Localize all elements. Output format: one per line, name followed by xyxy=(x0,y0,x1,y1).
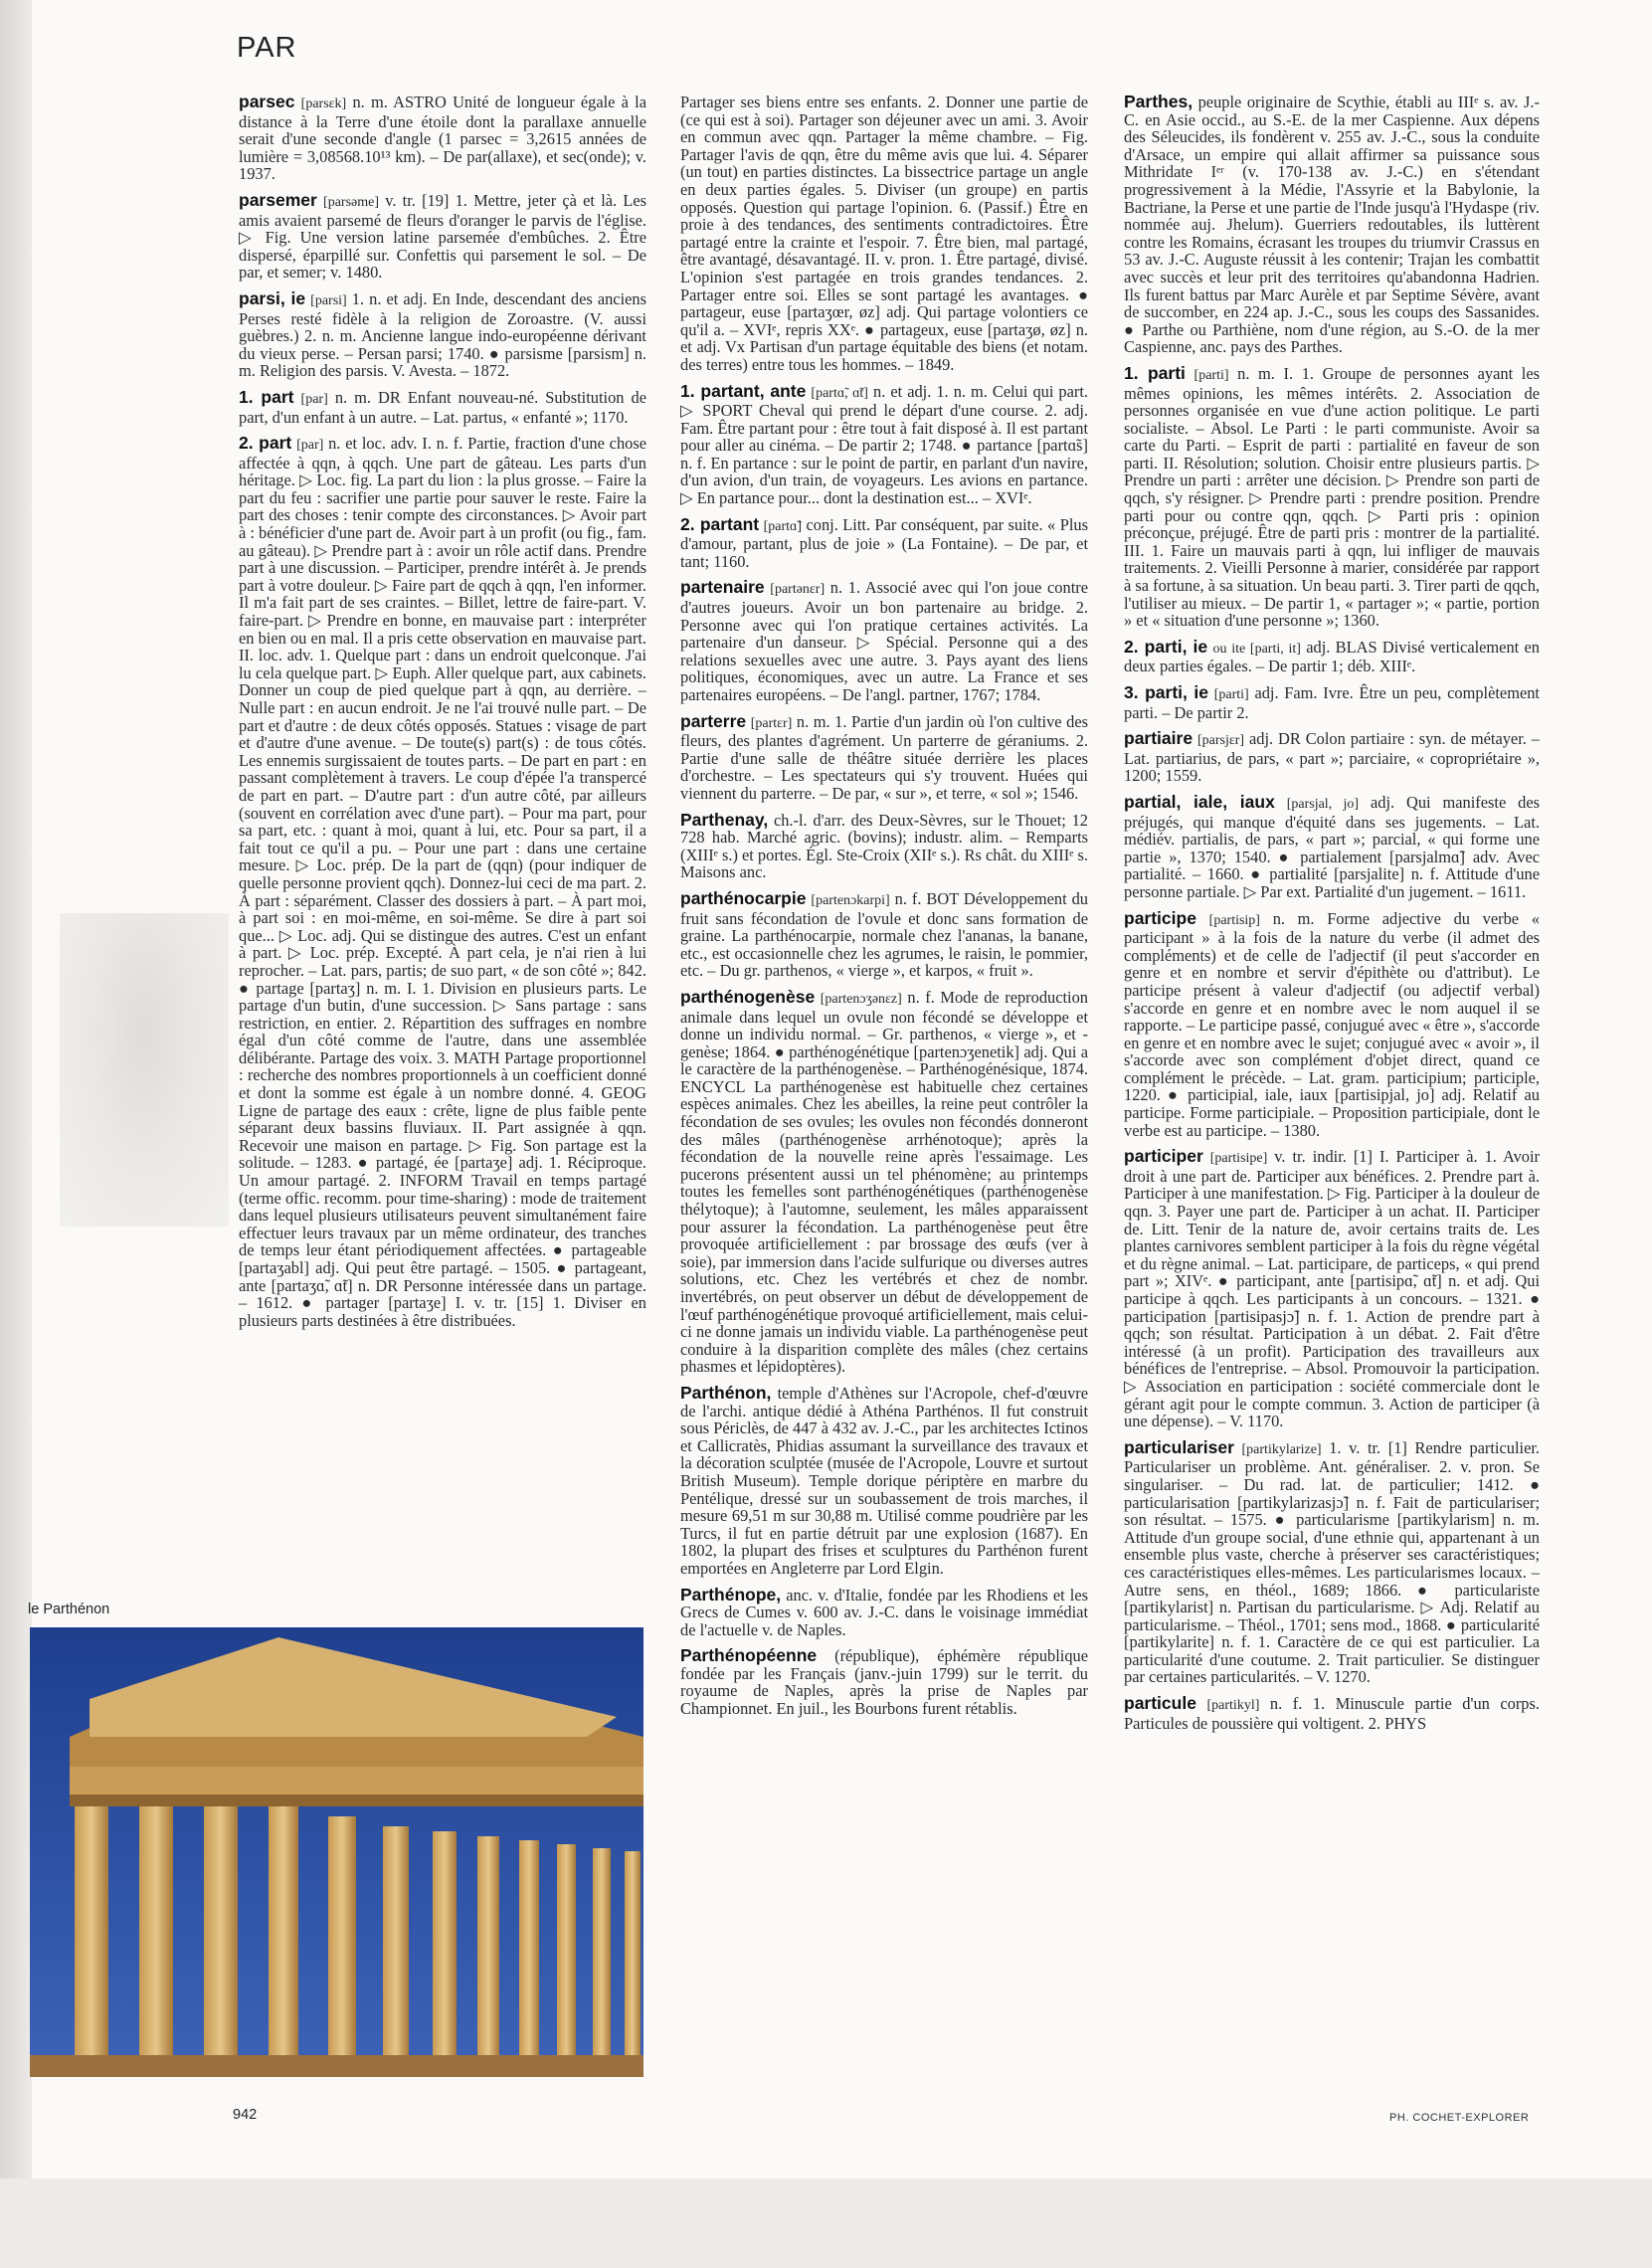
entry-phonetic: [partenɔkarpi] xyxy=(811,892,890,908)
entry-definition: n. 1. Associé avec qui l'on joue contre d'autres joueurs. Avoir un bon partenaire au bridge. 2. Personne avec qui l'on pratique certaines activités. La partenaire d'un danseur. ▷ Spécial. Personne qui a des relations sexuelles avec une autre. 3. Pays ayant des liens politiques, économiques, avec un autre. La France et ses partenaires européens. – De l'angl. partner, 1767; 1784. xyxy=(680,578,1088,704)
entry-headword: 1. part xyxy=(239,386,294,407)
dictionary-entry xyxy=(680,1382,1088,1578)
entry-phonetic: [par] xyxy=(296,438,324,454)
entry-definition: n. et loc. adv. I. n. f. Partie, fraction d'une chose affectée à qqn, à qqch. Une part de gâteau. Les parts d'un héritage. ▷ Loc. fig. La part du lion : la plus grosse. – Faire la part du feu : sacrifier une partie pour sauver le reste. Faire la part des choses : tenir compte des circonstances. ▷ Avoir part à : bénéficier d'une part de. Avoir part à un profit (ou fig., fam. au gâteau). ▷ Prendre part à : avoir un rôle actif dans. Prendre part à une discussion. – Participer, prendre intérêt à. Je prends part à votre douleur. ▷ Faire part de qqch à qqn, l'en informer. Il m'a fait part de ses craintes. – Billet, lettre de faire-part. V. faire-part. ▷ Prendre en bonne, en mauvaise part : interpréter en bien ou en mal. Il a pris cette observation en mauvaise part. II. loc. adv. 1. Quelque part : dans un endroit quelconque. J'ai lu cela quelque part. ▷ Euph. Aller quelque part, aux cabinets. Donner un coup de pied quelque part à qqn, au derrière. – Nulle part : en aucun endroit. Je ne l'ai trouvé nulle part. – De part et d'autre : de deux côtés opposés. Statues : visage de part et d'autre d'une avenue. – De toute(s) part(s) : de tous côtés. Les ennemis surgissaient de toutes parts. – De part en part : en passant complètement à travers. Le coup d'épée l'a transpercé de part en part. – D'autre part : d'un autre côté, par ailleurs (souvent en corrélation avec d'une part). – Pour ma part, pour sa part, etc. : quant à moi, quant à lui, etc. Pour sa part, il a fait tout ce qu'il a pu. – Pour une part : dans une certaine mesure. ▷ Loc. prép. De la part de (qqn) (pour indiquer de quelle personne provient qqch). Donnez-lui ceci de ma part. 2. À part : séparément. Classer des dossiers à part. – À part moi, à part soi : en moi-même, en soi-même. Se dire à part soi que... ▷ Loc. adj. Qui se distingue des autres. C'est un enfant à part. ▷ Loc. prép. Excepté. À part cela, je n'ai rien à lui reprocher. – Lat. pars, partis; de suo part, « de son côté »; 842. ● partage [partaʒ] n. m. I. 1. Division en plusieurs parts. Le partage d'un butin, d'une succession. ▷ Sans partage : sans restriction, en entier. 2. Répartition des suffrages en nombre égal d'un côté comme de l'autre, dans une assemblée délibérante. Partage des voix. 3. MATH Partage proportionnel : recherche des nombres proportionnels à un coefficient donné et dont la somme est égale à un nombre donné. 4. GEOG Ligne de partage des eaux : crête, ligne de plus faible pente séparant deux bassins fluviaux. II. Part assignée à qqn. Recevoir une maison en partage. ▷ Fig. Son partage est la solitude. – 1283. ● partagé, ée [partaʒe] adj. 1. Réciproque. Un amour partagé. 2. INFORM Travail en temps partagé (terme offic. recomm. pour time-sharing) : mode de traitement dans lequel plusieurs utilisateurs peuvent simultanément faire effectuer leurs travaux par un même ordinateur, des tranches de temps leur étant périodiquement affectées. ● partageable [partaʒabl] adj. Qui peut être partagé. – 1505. ● partageant, ante [partaʒɑ̃, ɑ̃t] n. DR Personne intéressée dans un partage. – 1612. ● partager [partaʒe] I. v. tr. [15] 1. Diviser en plusieurs parts destinées à être distribuées. xyxy=(239,434,646,1330)
page-number: 942 xyxy=(233,2107,258,2123)
entry-headword: 1. parti xyxy=(1124,362,1186,383)
entry-phonetic: [parsjal, jo] xyxy=(1286,796,1360,812)
dictionary-entry xyxy=(680,579,1088,703)
entry-definition: adj. Qui manifeste des préjugés, qui manque d'équité dans ses jugements. – Lat. médiév. partialis, de pars, « part »; parcial, « qui forme une partie », 1370; 1540. ● partialement [parsjalmɑ̃] adv. Avec partialité. – 1660. ● partialité [parsjalite] n. f. Attitude d'une personne partiale. ▷ Par ext. Partialité d'un jugement. – 1611. xyxy=(1124,792,1540,901)
entry-headword: partial, iale, iaux xyxy=(1124,791,1275,812)
dictionary-entry xyxy=(680,887,1088,981)
dictionary-entry xyxy=(1124,907,1540,1140)
entry-definition: (république), éphémère république fondée par les Français (janv.-juin 1799) sur le territ. du royaume de Naples, après la prise de Naples par Championnet. En juil., les Bourbons furent rétablis. xyxy=(680,1646,1088,1719)
dictionary-entry xyxy=(239,94,646,183)
dictionary-entry xyxy=(680,1647,1088,1717)
dictionary-entry xyxy=(680,986,1088,1377)
entry-phonetic: [parti] xyxy=(1213,687,1249,702)
entry-phonetic: [parsi] xyxy=(310,292,347,308)
entry-phonetic: [par] xyxy=(300,391,328,407)
entry-definition: Partager ses biens entre ses enfants. 2. Donner une partie de (ce qui est à soi). Partager son déjeuner avec un ami. 3. Avoir en commun avec qqn. Partager la même chambre. – Fig. Partager l'avis de qqn, être du même avis que lui. 4. Séparer (un tout) en parties distinctes. La bissectrice partage un angle en deux parties égales. 5. Diviser (un groupe) en partis opposés. Question qui partage l'opinion. 6. (Passif.) Être en proie à des tendances, des sentiments contradictoires. Être partagé entre la crainte et l'espoir. 7. Être bien, mal partagé, être avantagé, désavantagé. II. v. pron. 1. Être partagé, divisé. L'opinion s'est partagée en trois grandes tendances. 2. Partager entre soi. Elles se sont partagé les avantages. ● partageur, euse [partaʒœr, øz] adj. Qui partage volontiers ce qu'il a. – XVIᵉ, repris XXᵉ. ● partageux, euse [partaʒø, øz] n. et adj. Vx Partisan d'un partage équitable des biens (et notam. des terres) entre tous les hommes. – 1849. xyxy=(680,93,1088,374)
dictionary-entry xyxy=(1124,1436,1540,1687)
entry-phonetic: [partɑ̃] xyxy=(763,518,803,534)
entry-headword: parsemer xyxy=(239,189,317,210)
entry-phonetic: [parsəme] xyxy=(323,194,379,210)
entry-definition: n. f. 1. Minuscule partie d'un corps. Particules de poussière qui voltigent. 2. PHYS xyxy=(1124,1694,1540,1733)
entry-headword: 2. partant xyxy=(680,513,760,534)
entry-definition: v. tr. [19] 1. Mettre, jeter çà et là. Les amis avaient parsemé de fleurs d'oranger le parvis de l'église. ▷ Fig. Une version latine parsemée d'embûches. 2. Être dispersé, éparpillé sur. Confettis qui parsement le sol. – De par, et semer; v. 1480. xyxy=(239,190,646,283)
entry-definition: v. tr. indir. [1] I. Participer à. 1. Avoir droit à une part de. Participer aux bénéfices. 2. Prendre part à. Participer à une manifestation. ▷ Fig. Participer à la douleur de qqn. 3. Payer une part de. Participer à un achat. II. Participer de. Litt. Tenir de la nature de, avoir certains traits de. Les plantes carnivores semblent participer à la fois du règne végétal et du règne animal. – Lat. participare, de particeps, « qui prend part »; XIVᵉ. ● participant, ante [partisipɑ̃, ɑ̃t] n. et adj. Qui participe à qqch. Les participants à un concours. – 1321. ● participation [partisipasjɔ̃] n. f. 1. Action de prendre part à qqch; son résultat. Participation à un débat. 2. Fait d'être intéressé (à un profit). Participation des travailleurs aux bénéfices de l'entreprise. – Absol. Promouvoir la participation. ▷ Association en participation : société commerciale dont le gérant agit pour le compte commun. 3. Action de participer (à une dépense). – V. 1170. xyxy=(1124,1147,1540,1431)
entry-headword: parsi, ie xyxy=(239,287,306,308)
entry-phonetic: [partɛr] xyxy=(750,715,793,731)
entry-phonetic: [partɑ̃, ɑ̃t] xyxy=(811,385,868,401)
entry-headword: parthénocarpie xyxy=(680,887,807,908)
entry-definition: n. m. DR Enfant nouveau-né. Substitution de part, d'un enfant à un autre. – Lat. partus, « enfanté »; 1170. xyxy=(239,387,646,427)
dictionary-entry xyxy=(1124,684,1540,721)
entry-headword: particulariser xyxy=(1124,1436,1234,1457)
column-1 xyxy=(239,94,646,1338)
entry-definition: adj. DR Colon partiaire : syn. de métayer. – Lat. partiarius, de pars, « part »; parciaire, « copropriétaire », 1200; 1559. xyxy=(1124,729,1540,786)
entry-definition: 1. v. tr. [1] Rendre particulier. Particulariser un problème. Ant. généraliser. 2. v. pron. Se singulariser. – Du rad. lat. de particulier; 1412. ● particularisation [partikylarizasjɔ̃] n. f. Fait de particulariser; son résultat. – 1575. ● particularisme [partikylarism] n. m. Attitude d'un groupe social, d'une ethnie qui, appartenant à un ensemble plus vaste, cherche à préserver ses caractéristiques; ces caractéristiques elles-mêmes. Les particularismes locaux. – Autre sens, en théol., 1689; 1866. ● particulariste [partikylarist] n. Partisan du particularisme. ▷ Adj. Relatif au particularisme. – Théol., 1701; sens mod., 1868. ● particularité [partikylarite] n. f. 1. Caractère de ce qui est particulier. La particularité d'une coutume. 2. Trait particulier. Se distinguer par certaines particularités. – V. 1270. xyxy=(1124,1437,1540,1687)
entry-headword: participer xyxy=(1124,1146,1203,1167)
dictionary-entry xyxy=(680,380,1088,508)
entry-definition: conj. Litt. Par conséquent, par suite. « Plus d'amour, partant, plus de joie » (La Fontaine). – De par, et tant; 1160. xyxy=(680,514,1088,571)
dictionary-entry xyxy=(239,287,646,381)
entry-phonetic: [partikylarize] xyxy=(1241,1441,1322,1457)
entry-phonetic: [partisipe] xyxy=(1209,1151,1268,1167)
column-2 xyxy=(680,94,1088,1727)
entry-headword: Parthénon, xyxy=(680,1382,772,1403)
entry-phonetic: [parsjɛr] xyxy=(1196,733,1245,749)
dictionary-entry xyxy=(680,809,1088,882)
parthenon-photo xyxy=(30,1627,643,2077)
entry-definition: 1. n. et adj. En Inde, descendant des anciens Perses resté fidèle à la religion de Zoroastre. (V. aussi guèbres.) 2. n. m. Ancienne langue indo-européenne dérivant du vieux perse. – Persan parsi; 1740. ● parsisme [parsism] n. m. Religion des parsis. V. Avesta. – 1872. xyxy=(239,288,646,381)
entry-headword: partenaire xyxy=(680,577,765,598)
entry-headword: 3. parti, ie xyxy=(1124,682,1208,702)
dictionary-entry xyxy=(680,1584,1088,1639)
entry-headword: Parthénope, xyxy=(680,1584,782,1605)
entry-headword: 2. parti, ie xyxy=(1124,636,1208,657)
entry-headword: Parthes, xyxy=(1124,92,1193,111)
entry-phonetic: [partənɛr] xyxy=(770,582,826,598)
dictionary-entry xyxy=(680,710,1088,803)
entry-phonetic: [parsɛk] xyxy=(300,96,347,111)
dictionary-entry xyxy=(1124,636,1540,676)
entry-phonetic: ou ite [parti, it] xyxy=(1212,641,1301,657)
dictionary-entry xyxy=(1124,1148,1540,1430)
dictionary-entry xyxy=(680,94,1088,374)
dictionary-entry xyxy=(1124,730,1540,785)
entry-headword: parsec xyxy=(239,92,295,111)
entry-headword: Parthénopéenne xyxy=(680,1645,818,1666)
entry-definition: n. m. Forme adjective du verbe « participant » à la fois de la nature du verbe (il admet des compléments) et de celle de l'adjectif (il peut s'accorder en genre et en nombre et servir d'épithète ou d'attribut). Le participe présent à valeur d'adjectif (ou adjectif verbal) s'accorde en genre et en nombre avec le nom auquel il se rapporte. – Le participe passé, conjugué avec « être », s'accorde en genre et en nombre avec le sujet; conjugué avec « avoir », il s'accorde avec son complément d'objet direct, quand ce complément le précède. – Lat. gram. participium; participle, 1220. ● participial, iale, iaux [partisipjal, jo] adj. Relatif au participe. Forme participiale. – Proposition participiale, dont le verbe est au participe. – 1380. xyxy=(1124,908,1540,1140)
scan-margin xyxy=(0,0,32,2268)
entry-definition: n. et adj. 1. n. m. Celui qui part. ▷ SPORT Cheval qui prend le départ d'une course. 2. adj. Fam. Être partant pour : être tout à fait disposé à. Il est partant pour aller au cinéma. – De partir 2; 1748. ● partance [partɑ̃s] n. f. En partance : sur le point de partir, en parlant d'un navire, d'un avion, d'un train, de voyageurs. Les avions en partance. ▷ En partance pour... dont la destination est... – XVIᵉ. xyxy=(680,381,1088,508)
dictionary-entry xyxy=(1124,1695,1540,1732)
entry-definition: n. f. Mode de reproduction animale dans lequel un ovule non fécondé se développe et donne un individu normal. – Gr. parthenos, « vierge », et -genèse; 1864. ● parthénogénétique [partenɔʒenetik] adj. Qui a le caractère de la parthénogenèse. – Parthénogénésique, 1874. ENCYCL La parthénogenèse est habituelle chez certaines espèces animales. Chez les abeilles, la reine peut contrôler la fécondation de ses ovules; les ovules non fécondés donneront des mâles (parthénogenèse arrhénotoque); après la fécondation de la nouvelle reine après l'essaimage. Les pucerons présentent aussi un tel phénomène; au printemps toutes les femelles sont parthénogénétiques (parthénogenèse thélytoque); à l'automne, seulement, les mâles apparaissent pour assurer la fécondation. La parthénogenèse peut être provoquée artificiellement : par brossage des œufs (ver à soie), par immersion dans l'acide sulfurique ou diverses autres solutions, etc. Chez les vertébrés et chez de nombr. invertébrés, on peut observer un début de développement de l'œuf parthénogénétique provoqué artificiellement, mais celui-ci ne donne jamais un individu viable. La parthénogenèse peut conduire à la disparition complète des mâles (chez certains phasmes et lépidoptères). xyxy=(680,987,1088,1377)
scan-bottom-margin xyxy=(0,2178,1652,2268)
entry-phonetic: [partisip] xyxy=(1208,912,1260,928)
dictionary-entry xyxy=(1124,791,1540,901)
photo-caption: le Parthénon xyxy=(28,1602,110,1617)
entry-definition: n. m. I. 1. Groupe de personnes ayant les mêmes opinions, les mêmes intérêts. 2. Association de personnes organisée en vue d'une action politique. Le parti socialiste. – Absol. Le Parti : le parti communiste. Avoir sa carte du Parti. – Esprit de parti : partialité en faveur de son parti. II. Résolution; solution. Choisir entre plusieurs partis. ▷ Prendre un parti : arrêter une décision. ▷ Prendre son parti de qqch, s'y résigner. ▷ Prendre parti : prendre position. Prendre parti pour ou contre qqn, qqch. ▷ Parti pris : opinion préconçue, préjugé. Être de parti pris : montrer de la partialité. III. 1. Faire un mauvais parti à qqn, lui infliger de mauvais traitements. 2. Vieilli Personne à marier, considérée par rapport à sa fortune, à sa situation. Un beau parti. 3. Tirer parti de qqch, l'utiliser au mieux. – De partir 1, « partager »; « partie, portion » et « situation d'une personne »; 1360. xyxy=(1124,363,1540,631)
entry-headword: particule xyxy=(1124,1693,1196,1714)
photo-credit: PH. COCHET-EXPLORER xyxy=(1389,2112,1530,2124)
entry-headword: 1. partant, ante xyxy=(680,380,807,401)
dictionary-entry xyxy=(239,435,646,1329)
dictionary-entry xyxy=(1124,94,1540,356)
entry-definition: n. m. ASTRO Unité de longueur égale à la distance à la Terre d'une étoile dont la parallaxe annuelle serait d'une seconde d'angle (1 parsec = 3,2615 années de lumière = 3,08568.10¹³ km). – De par(allaxe), et sec(onde); v. 1937. xyxy=(239,93,647,184)
entry-definition: anc. v. d'Italie, fondée par les Rhodiens et les Grecs de Cumes v. 600 av. J.-C. dans le voisinage immédiat de l'actuelle v. de Naples. xyxy=(680,1585,1088,1639)
dictionary-entry xyxy=(1124,362,1540,631)
dictionary-entry xyxy=(680,513,1088,571)
entry-phonetic: [parti] xyxy=(1193,367,1229,383)
faded-portrait-image xyxy=(60,913,229,1227)
entry-headword: parterre xyxy=(680,710,747,731)
entry-definition: n. m. 1. Partie d'un jardin où l'on cultive des fleurs, des plantes d'agrément. Un parterre de géraniums. 2. Partie d'une salle de théâtre située derrière les places d'orchestre. – Les spectateurs qui s'y trouvent. Huées qui viennent du parterre. – De par, « sur », et terre, « sol »; 1546. xyxy=(680,711,1088,803)
entry-phonetic: [partenɔʒənɛz] xyxy=(820,991,902,1007)
dictionary-entry xyxy=(239,386,646,427)
entry-headword: parthénogenèse xyxy=(680,986,816,1007)
entry-definition: adj. Fam. Ivre. Être un peu, complètement parti. – De partir 2. xyxy=(1124,683,1540,722)
running-head: PAR xyxy=(237,32,297,64)
dictionary-entry xyxy=(239,189,646,283)
entry-definition: peuple originaire de Scythie, établi au IIIᵉ s. av. J.-C. en Asie occid., au S.-E. de la mer Caspienne. Aux dépens des Séleucides, ils fondèrent v. 255 av. J.-C., sous la conduite d'Arsace, un empire qui allait affirmer sa puissance sous Mithridate Iᵉʳ (v. 170-138 av. J.-C.) en s'étendant progressivement à la Médie, l'Assyrie et la Babylonie, la Bactriane, la Perse et une partie de l'Inde jusqu'à l'Hydaspe (riv. nommée auj. Jhelum). Guerriers redoutables, ils luttèrent contre les Romains, écrasant les troupes du triumvir Crassus en 53 av. J.-C. Auguste réussit à les contenir; Trajan les combattit avec succès et leur prit des territoires qu'abandonna Hadrien. Ils furent battus par Marc Aurèle et par Septime Sévère, avant de succomber, en 224 ap. J.-C., sous les coups des Sassanides. ● Parthe ou Parthiène, nom d'une région, au S.-O. de la mer Caspienne, anc. pays des Parthes. xyxy=(1124,93,1540,357)
entry-definition: adj. BLAS Divisé verticalement en deux parties égales. – De partir 1; déb. XIIIᵉ. xyxy=(1124,637,1540,676)
entry-headword: participe xyxy=(1124,907,1196,928)
entry-headword: Parthenay, xyxy=(680,809,769,830)
entry-definition: temple d'Athènes sur l'Acropole, chef-d'œuvre de l'archi. antique dédié à Athéna Parthénos. Il fut construit sous Périclès, de 447 à 432 av. J.-C., par les architectes Ictinos et Callicratès, Phidias assumant la surveillance des travaux et la décoration sculptée (musée de l'Acropole, Louvre et surtout British Museum). Temple dorique périptère en marbre du Pentélique, dressé sur un soubassement de trois marches, il mesure 69,51 m sur 30,88 m. Utilisé comme poudrière par les Turcs, il fut en partie détruit par une explosion (1687). En 1802, la plupart des frises et sculptures du Parthénon furent emportées en Angleterre par Lord Elgin. xyxy=(680,1383,1088,1578)
entry-headword: partiaire xyxy=(1124,728,1193,749)
parthenon-illustration xyxy=(30,1627,643,2077)
entry-definition: ch.-l. d'arr. des Deux-Sèvres, sur le Thouet; 12 728 hab. Marché agric. (bovins); industr. alim. – Remparts (XIIIᵉ s.) et portes. Égl. Ste-Croix (XIIᵉ s.). Rs chât. du XIIIᵉ s. Maisons anc. xyxy=(680,810,1088,882)
entry-phonetic: [partikyl] xyxy=(1206,1698,1260,1714)
entry-definition: n. f. BOT Développement du fruit sans fécondation de l'ovule et donc sans formation de graine. La parthénocarpie, normale chez l'ananas, la banane, etc., est occasionnelle chez les agrumes, le raisin, le pommier, etc. – Du gr. parthenos, « vierge », et karpos, « fruit ». xyxy=(680,888,1088,981)
entry-headword: 2. part xyxy=(239,433,292,454)
column-3 xyxy=(1124,94,1540,1741)
